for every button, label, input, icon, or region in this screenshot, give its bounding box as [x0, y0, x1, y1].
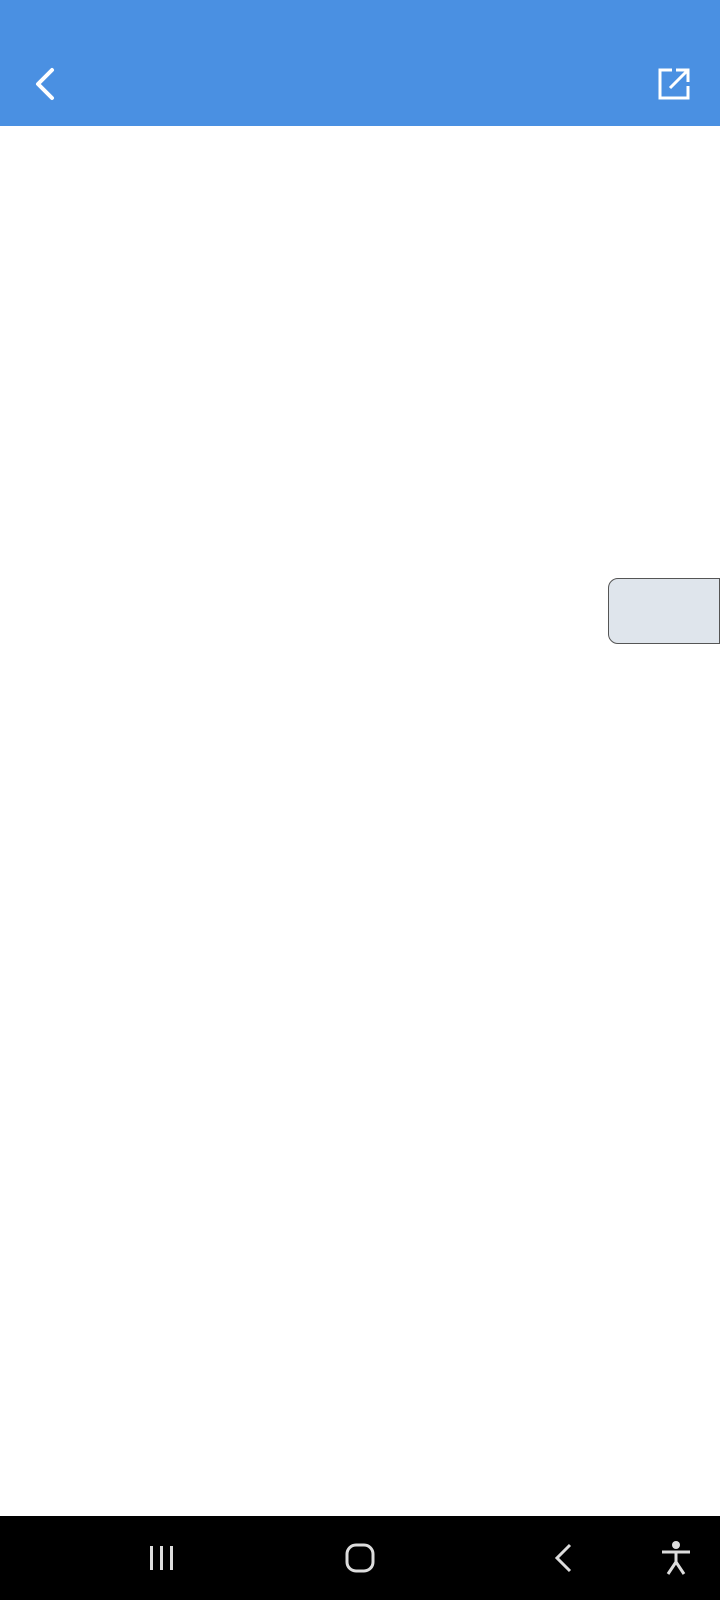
- status-bar: [0, 0, 720, 46]
- navigation-bar: [0, 1516, 720, 1600]
- pdf-viewer[interactable]: [0, 126, 720, 1516]
- back-icon[interactable]: [544, 1538, 584, 1578]
- back-arrow-icon[interactable]: [26, 64, 66, 104]
- app-bar: [0, 46, 720, 126]
- page-indicator: [608, 578, 720, 644]
- recent-apps-icon[interactable]: [142, 1538, 182, 1578]
- accessibility-icon[interactable]: [656, 1538, 696, 1578]
- home-icon[interactable]: [340, 1538, 380, 1578]
- share-icon[interactable]: [656, 66, 692, 102]
